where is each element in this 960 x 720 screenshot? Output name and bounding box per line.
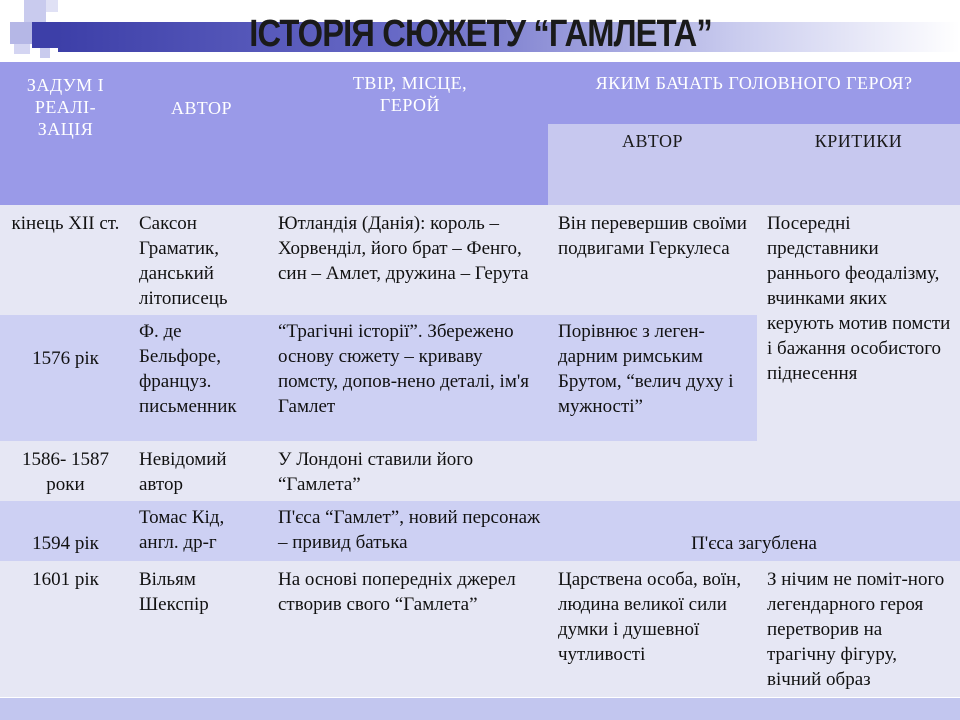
cell-date: кінець ХІІ ст. [0, 205, 131, 315]
cell-author-view: Порівнює з леген-дарним римським Брутом, “велич духу і мужності” [548, 315, 757, 441]
cell-critics-view: Посередні представники раннього феодалізму, вчинками яких керують мотив помсти і бажання особистого піднесення [757, 205, 960, 501]
header-work: ТВІР, МІСЦЕ, ГЕРОЙ [272, 62, 548, 205]
cell-play-lost: П'єса загублена [548, 501, 960, 561]
header-author: АВТОР [131, 62, 272, 205]
cell-date: 1586- 1587 роки [0, 441, 131, 501]
cell-author: Ф. де Бельфоре, француз. письменник [131, 315, 272, 441]
cell-author: Саксон Граматик, данський літописець [131, 205, 272, 315]
cell-work: П'єса “Гамлет”, новий персонаж – привид батька [272, 501, 548, 561]
header-author-view: АВТОР [548, 124, 757, 205]
cell-work: На основі попередніх джерел створив свого “Гамлета” [272, 561, 548, 697]
table-row [0, 561, 960, 697]
cell-author-view-empty [548, 441, 757, 501]
cell-author: Вільям Шекспір [131, 561, 272, 697]
cell-date: 1601 рік [0, 561, 131, 697]
header-hero-view: ЯКИМ БАЧАТЬ ГОЛОВНОГО ГЕРОЯ? [548, 62, 960, 124]
cell-author-view: Царствена особа, воїн, людина великої сили думки і душевної чутливості [548, 561, 757, 697]
cell-critics-view: З нічим не поміт-ного легендарного героя перетворив на трагічну фігуру, вічний образ [757, 561, 960, 697]
footer-bar [0, 698, 960, 720]
header-critics-view: КРИТИКИ [757, 124, 960, 205]
header-date: ЗАДУМ І РЕАЛІ- ЗАЦІЯ [0, 62, 131, 205]
cell-author-view: Він перевершив своїми подвигами Геркулеса [548, 205, 757, 315]
cell-date: 1576 рік [0, 315, 131, 441]
page-title: ІСТОРІЯ СЮЖЕТУ “ГАМЛЕТА” [249, 13, 712, 55]
cell-work: У Лондоні ставили його “Гамлета” [272, 441, 548, 501]
cell-author: Томас Кід, англ. др-г [131, 501, 272, 561]
cell-author: Невідомий автор [131, 441, 272, 501]
hamlet-plot-history-table [0, 62, 960, 697]
cell-work: Ютландія (Данія): король – Хорвенділ, його брат – Фенго, син – Амлет, дружина – Герута [272, 205, 548, 315]
cell-date: 1594 рік [0, 501, 131, 561]
cell-work: “Трагічні історії”. Збережено основу сюжету – криваву помсту, допов-нено деталі, ім'я Гамлет [272, 315, 548, 441]
table-row [0, 205, 960, 315]
table-row [0, 501, 960, 561]
